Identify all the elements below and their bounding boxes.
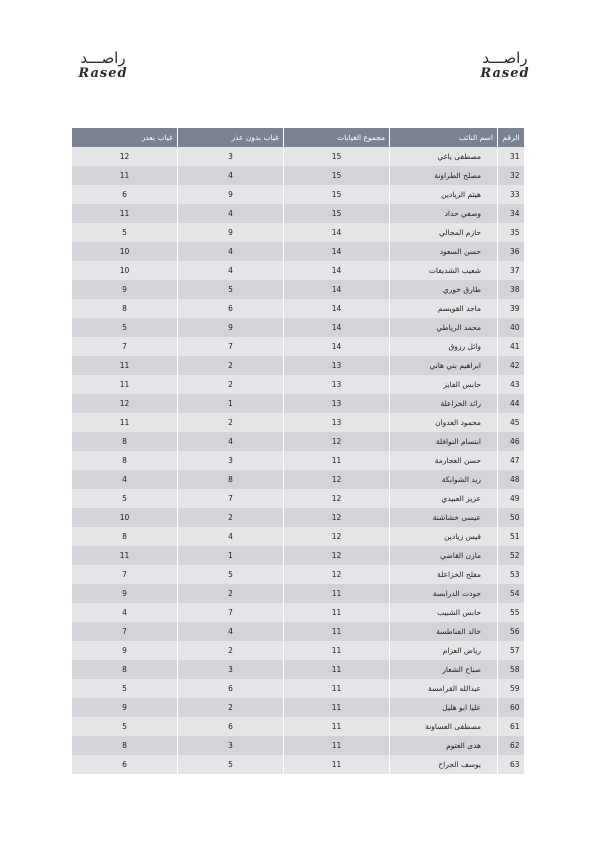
table-row xyxy=(72,565,524,584)
cell-deputy-name: وصفي حداد xyxy=(390,204,498,223)
table-row xyxy=(72,413,524,432)
cell-excused-absences: 6 xyxy=(72,185,178,204)
cell-excused-absences: 5 xyxy=(72,717,178,736)
table-row xyxy=(72,280,524,299)
table-row xyxy=(72,736,524,755)
cell-unexcused-absences: 2 xyxy=(178,375,284,394)
cell-deputy-name: مفلح الخزاعلة xyxy=(390,565,498,584)
table-row xyxy=(72,204,524,223)
cell-excused-absences: 10 xyxy=(72,261,178,280)
cell-excused-absences: 8 xyxy=(72,736,178,755)
cell-total-absences: 11 xyxy=(284,755,390,774)
cell-number: 44 xyxy=(498,394,524,413)
cell-unexcused-absences: 5 xyxy=(178,280,284,299)
logo-english-text: Rased xyxy=(480,66,530,81)
table-row xyxy=(72,717,524,736)
cell-deputy-name: عزيز العبيدي xyxy=(390,489,498,508)
cell-number: 59 xyxy=(498,679,524,698)
cell-unexcused-absences: 7 xyxy=(178,337,284,356)
cell-deputy-name: وائل رزوق xyxy=(390,337,498,356)
cell-deputy-name: حسن العجارمة xyxy=(390,451,498,470)
cell-deputy-name: محمود العدوان xyxy=(390,413,498,432)
cell-number: 31 xyxy=(498,147,524,166)
table-row xyxy=(72,584,524,603)
table-row xyxy=(72,318,524,337)
logo-english-text: Rased xyxy=(78,66,128,81)
cell-deputy-name: رائد الخزاعلة xyxy=(390,394,498,413)
header-number: الرقم xyxy=(498,128,524,147)
cell-number: 40 xyxy=(498,318,524,337)
table-row xyxy=(72,527,524,546)
cell-total-absences: 11 xyxy=(284,736,390,755)
table-row xyxy=(72,394,524,413)
cell-number: 51 xyxy=(498,527,524,546)
cell-deputy-name: خالد الفناطسة xyxy=(390,622,498,641)
cell-unexcused-absences: 9 xyxy=(178,185,284,204)
cell-number: 60 xyxy=(498,698,524,717)
cell-unexcused-absences: 1 xyxy=(178,394,284,413)
cell-excused-absences: 12 xyxy=(72,147,178,166)
cell-unexcused-absences: 4 xyxy=(178,204,284,223)
cell-unexcused-absences: 2 xyxy=(178,641,284,660)
table-row xyxy=(72,299,524,318)
cell-deputy-name: زيد الشوابكة xyxy=(390,470,498,489)
cell-unexcused-absences: 2 xyxy=(178,413,284,432)
cell-deputy-name: ابتسام النوافلة xyxy=(390,432,498,451)
cell-unexcused-absences: 2 xyxy=(178,584,284,603)
cell-total-absences: 11 xyxy=(284,717,390,736)
cell-total-absences: 11 xyxy=(284,584,390,603)
cell-unexcused-absences: 4 xyxy=(178,261,284,280)
cell-excused-absences: 10 xyxy=(72,508,178,527)
cell-number: 53 xyxy=(498,565,524,584)
cell-deputy-name: حازم المجالي xyxy=(390,223,498,242)
cell-excused-absences: 6 xyxy=(72,755,178,774)
cell-unexcused-absences: 3 xyxy=(178,147,284,166)
cell-total-absences: 11 xyxy=(284,451,390,470)
cell-unexcused-absences: 4 xyxy=(178,242,284,261)
cell-excused-absences: 5 xyxy=(72,489,178,508)
cell-total-absences: 13 xyxy=(284,375,390,394)
table-row xyxy=(72,698,524,717)
cell-unexcused-absences: 2 xyxy=(178,698,284,717)
cell-deputy-name: هيثم الزيادين xyxy=(390,185,498,204)
cell-excused-absences: 12 xyxy=(72,394,178,413)
cell-unexcused-absences: 5 xyxy=(178,755,284,774)
cell-unexcused-absences: 3 xyxy=(178,736,284,755)
cell-excused-absences: 8 xyxy=(72,299,178,318)
cell-deputy-name: رياض العزام xyxy=(390,641,498,660)
cell-total-absences: 11 xyxy=(284,698,390,717)
cell-deputy-name: شعيب الشديفات xyxy=(390,261,498,280)
cell-deputy-name: مصطفى ياغي xyxy=(390,147,498,166)
cell-excused-absences: 4 xyxy=(72,470,178,489)
cell-unexcused-absences: 3 xyxy=(178,660,284,679)
cell-total-absences: 12 xyxy=(284,432,390,451)
cell-number: 52 xyxy=(498,546,524,565)
cell-total-absences: 13 xyxy=(284,356,390,375)
cell-excused-absences: 5 xyxy=(72,223,178,242)
cell-deputy-name: مصلح الطراونة xyxy=(390,166,498,185)
cell-number: 50 xyxy=(498,508,524,527)
cell-unexcused-absences: 6 xyxy=(178,679,284,698)
cell-excused-absences: 11 xyxy=(72,375,178,394)
table-row xyxy=(72,166,524,185)
cell-total-absences: 12 xyxy=(284,546,390,565)
cell-number: 48 xyxy=(498,470,524,489)
table-row xyxy=(72,755,524,774)
cell-total-absences: 14 xyxy=(284,261,390,280)
cell-excused-absences: 7 xyxy=(72,565,178,584)
table-row xyxy=(72,185,524,204)
cell-number: 61 xyxy=(498,717,524,736)
logo-right xyxy=(470,50,540,82)
cell-excused-absences: 9 xyxy=(72,641,178,660)
table-row xyxy=(72,489,524,508)
cell-number: 45 xyxy=(498,413,524,432)
cell-total-absences: 11 xyxy=(284,679,390,698)
cell-excused-absences: 5 xyxy=(72,679,178,698)
cell-number: 58 xyxy=(498,660,524,679)
cell-unexcused-absences: 4 xyxy=(178,527,284,546)
cell-number: 57 xyxy=(498,641,524,660)
table-row xyxy=(72,641,524,660)
cell-unexcused-absences: 2 xyxy=(178,356,284,375)
cell-deputy-name: مصطفى العساونة xyxy=(390,717,498,736)
cell-excused-absences: 4 xyxy=(72,603,178,622)
cell-number: 33 xyxy=(498,185,524,204)
table-row xyxy=(72,356,524,375)
cell-total-absences: 14 xyxy=(284,299,390,318)
cell-number: 46 xyxy=(498,432,524,451)
cell-number: 32 xyxy=(498,166,524,185)
cell-unexcused-absences: 1 xyxy=(178,546,284,565)
cell-excused-absences: 7 xyxy=(72,622,178,641)
table-row xyxy=(72,451,524,470)
cell-deputy-name: جودت الدرابسة xyxy=(390,584,498,603)
cell-unexcused-absences: 6 xyxy=(178,717,284,736)
cell-unexcused-absences: 9 xyxy=(178,223,284,242)
logo-left xyxy=(68,50,138,82)
cell-deputy-name: عليا ابو هليل xyxy=(390,698,498,717)
cell-total-absences: 13 xyxy=(284,413,390,432)
cell-number: 49 xyxy=(498,489,524,508)
header-unexcused-absences: غياب بدون عذر xyxy=(178,128,284,147)
table-row xyxy=(72,470,524,489)
cell-excused-absences: 11 xyxy=(72,546,178,565)
cell-number: 34 xyxy=(498,204,524,223)
cell-excused-absences: 9 xyxy=(72,280,178,299)
cell-excused-absences: 5 xyxy=(72,318,178,337)
cell-deputy-name: محمد الرياطي xyxy=(390,318,498,337)
cell-number: 41 xyxy=(498,337,524,356)
cell-deputy-name: ماجد القويسم xyxy=(390,299,498,318)
cell-excused-absences: 11 xyxy=(72,204,178,223)
table-header-row xyxy=(72,128,524,147)
cell-total-absences: 15 xyxy=(284,204,390,223)
table-row xyxy=(72,622,524,641)
cell-excused-absences: 8 xyxy=(72,432,178,451)
cell-deputy-name: عيسى خشاشنة xyxy=(390,508,498,527)
cell-total-absences: 14 xyxy=(284,223,390,242)
cell-deputy-name: حابس الشبيب xyxy=(390,603,498,622)
cell-excused-absences: 8 xyxy=(72,451,178,470)
cell-total-absences: 12 xyxy=(284,489,390,508)
cell-total-absences: 14 xyxy=(284,337,390,356)
cell-excused-absences: 8 xyxy=(72,527,178,546)
cell-total-absences: 12 xyxy=(284,565,390,584)
cell-total-absences: 14 xyxy=(284,318,390,337)
cell-number: 37 xyxy=(498,261,524,280)
cell-deputy-name: صباح الشعار xyxy=(390,660,498,679)
table-row xyxy=(72,375,524,394)
table-row xyxy=(72,261,524,280)
cell-deputy-name: حابس الفايز xyxy=(390,375,498,394)
cell-number: 47 xyxy=(498,451,524,470)
cell-deputy-name: عبدالله القرامسة xyxy=(390,679,498,698)
cell-excused-absences: 10 xyxy=(72,242,178,261)
cell-unexcused-absences: 2 xyxy=(178,508,284,527)
cell-excused-absences: 9 xyxy=(72,698,178,717)
cell-excused-absences: 11 xyxy=(72,166,178,185)
header-deputy-name: اسم النائب xyxy=(390,128,498,147)
cell-total-absences: 15 xyxy=(284,166,390,185)
cell-total-absences: 12 xyxy=(284,527,390,546)
cell-total-absences: 11 xyxy=(284,603,390,622)
cell-unexcused-absences: 4 xyxy=(178,622,284,641)
cell-number: 43 xyxy=(498,375,524,394)
table-row xyxy=(72,337,524,356)
table-row xyxy=(72,679,524,698)
cell-number: 54 xyxy=(498,584,524,603)
table-row xyxy=(72,242,524,261)
cell-unexcused-absences: 7 xyxy=(178,489,284,508)
cell-number: 38 xyxy=(498,280,524,299)
cell-number: 42 xyxy=(498,356,524,375)
table-row xyxy=(72,546,524,565)
cell-excused-absences: 11 xyxy=(72,413,178,432)
cell-deputy-name: مازن القاضي xyxy=(390,546,498,565)
cell-number: 39 xyxy=(498,299,524,318)
cell-total-absences: 13 xyxy=(284,394,390,413)
table-row xyxy=(72,432,524,451)
cell-unexcused-absences: 9 xyxy=(178,318,284,337)
logo-arabic-text: راصـــد xyxy=(482,49,528,67)
logo-arabic-text: راصـــد xyxy=(80,49,126,67)
cell-deputy-name: هدى العتوم xyxy=(390,736,498,755)
cell-unexcused-absences: 6 xyxy=(178,299,284,318)
cell-unexcused-absences: 4 xyxy=(178,166,284,185)
cell-number: 62 xyxy=(498,736,524,755)
cell-total-absences: 11 xyxy=(284,622,390,641)
cell-deputy-name: حسن السعود xyxy=(390,242,498,261)
cell-deputy-name: يوسف الجراح xyxy=(390,755,498,774)
cell-unexcused-absences: 4 xyxy=(178,432,284,451)
cell-total-absences: 11 xyxy=(284,641,390,660)
header-excused-absences: غياب بعذر xyxy=(72,128,178,147)
cell-total-absences: 14 xyxy=(284,242,390,261)
cell-total-absences: 15 xyxy=(284,147,390,166)
cell-excused-absences: 11 xyxy=(72,356,178,375)
table-row xyxy=(72,508,524,527)
cell-number: 55 xyxy=(498,603,524,622)
cell-deputy-name: قيس زيادين xyxy=(390,527,498,546)
cell-number: 36 xyxy=(498,242,524,261)
cell-total-absences: 11 xyxy=(284,660,390,679)
cell-total-absences: 12 xyxy=(284,470,390,489)
cell-unexcused-absences: 3 xyxy=(178,451,284,470)
cell-unexcused-absences: 5 xyxy=(178,565,284,584)
cell-total-absences: 15 xyxy=(284,185,390,204)
table-row xyxy=(72,147,524,166)
cell-deputy-name: ابراهيم بني هاني xyxy=(390,356,498,375)
cell-deputy-name: طارق خوري xyxy=(390,280,498,299)
table-row xyxy=(72,603,524,622)
cell-excused-absences: 9 xyxy=(72,584,178,603)
cell-excused-absences: 8 xyxy=(72,660,178,679)
cell-number: 56 xyxy=(498,622,524,641)
cell-total-absences: 14 xyxy=(284,280,390,299)
table-row xyxy=(72,223,524,242)
cell-number: 63 xyxy=(498,755,524,774)
table-row xyxy=(72,660,524,679)
cell-unexcused-absences: 7 xyxy=(178,603,284,622)
absences-table xyxy=(71,128,524,774)
cell-excused-absences: 7 xyxy=(72,337,178,356)
cell-unexcused-absences: 8 xyxy=(178,470,284,489)
header-total-absences: مجموع الغيابات xyxy=(284,128,390,147)
cell-total-absences: 12 xyxy=(284,508,390,527)
cell-number: 35 xyxy=(498,223,524,242)
